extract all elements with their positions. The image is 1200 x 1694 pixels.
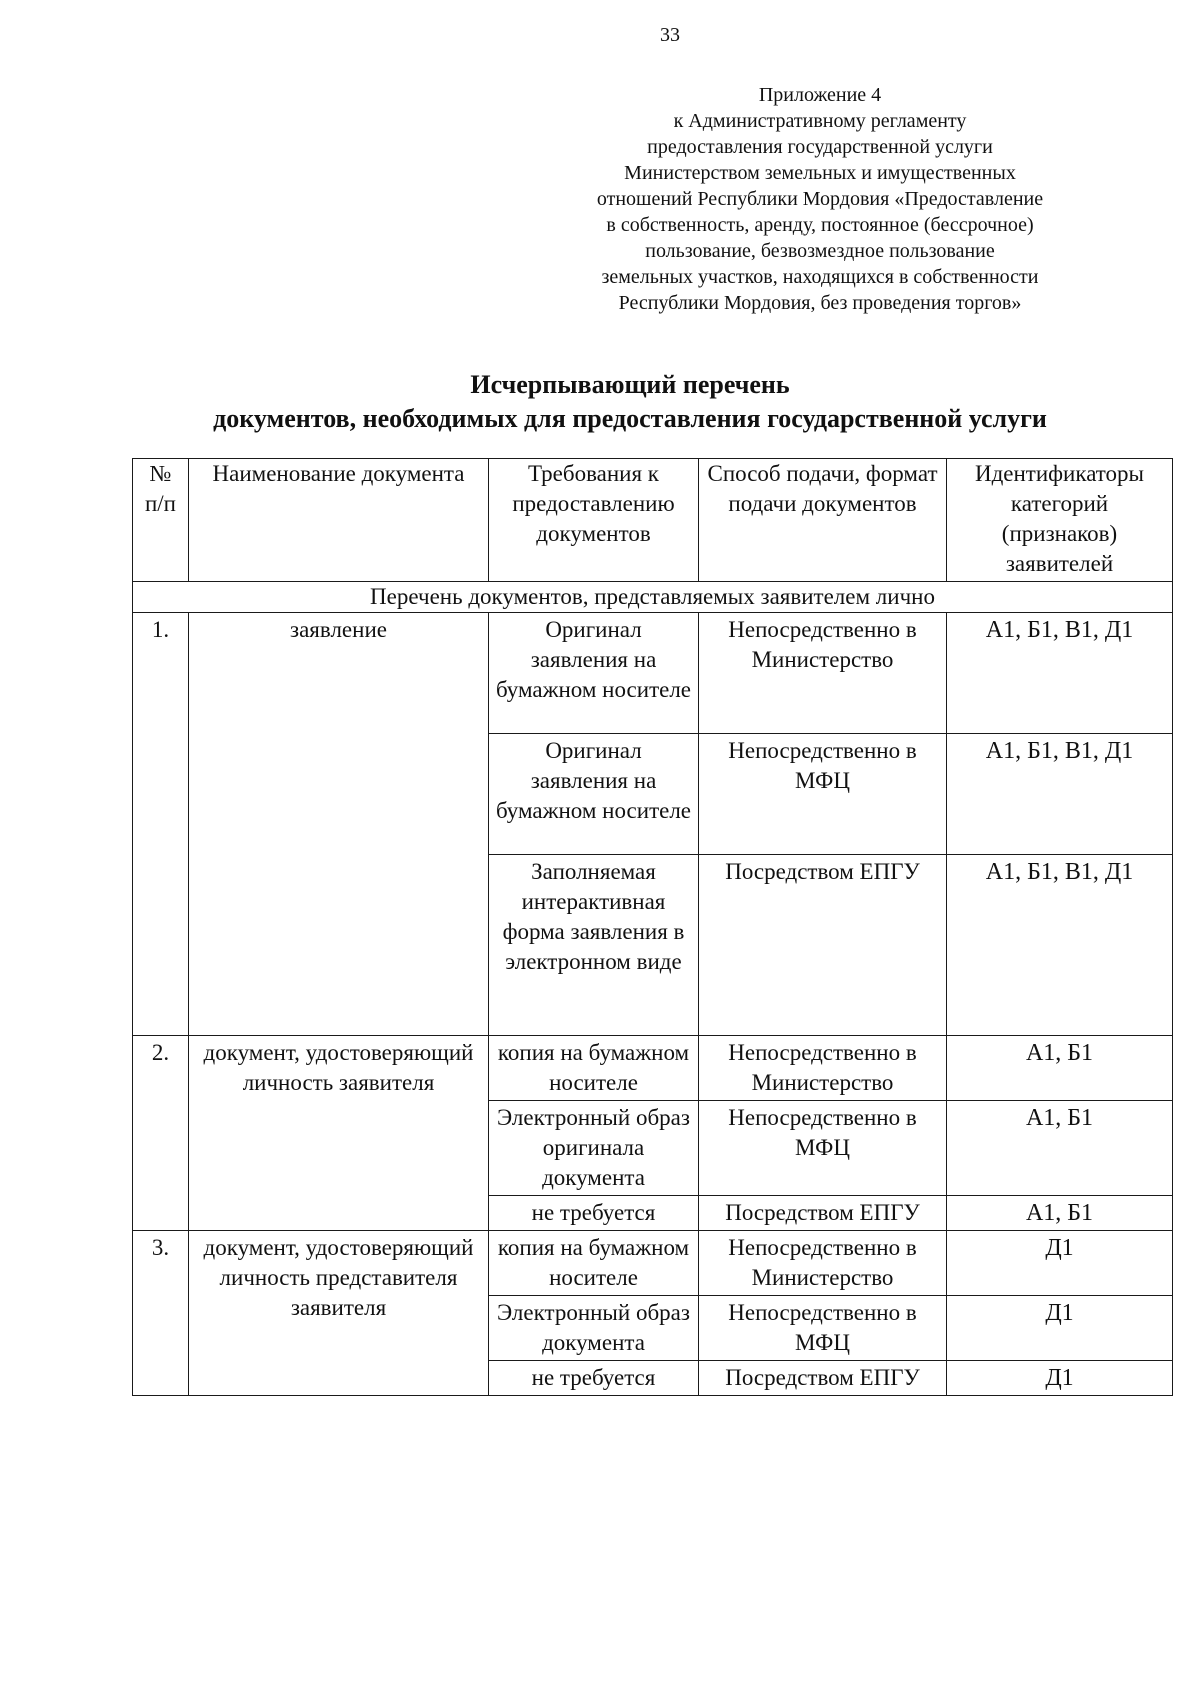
header-method: Способ подачи, формат подачи документов <box>699 459 947 582</box>
appendix-line: Республики Мордовия, без проведения торгов» <box>618 292 1022 314</box>
requirement-cell: Оригинал заявления на бумажном носителе <box>489 734 699 855</box>
header-ids: Идентификаторы категорий (признаков) заявителей <box>947 459 1173 582</box>
page-number: 33 <box>660 24 680 46</box>
appendix-line: предоставления государственной услуги <box>647 136 993 158</box>
ids-cell: А1, Б1 <box>947 1036 1173 1101</box>
requirement-cell: не требуется <box>489 1196 699 1231</box>
header-requirements: Требования к предоставлению документов <box>489 459 699 582</box>
ids-cell: А1, Б1 <box>947 1196 1173 1231</box>
method-cell: Непосредственно в Министерство <box>699 1231 947 1296</box>
method-cell: Непосредственно в Министерство <box>699 613 947 734</box>
ids-cell: Д1 <box>947 1231 1173 1296</box>
table-row <box>133 613 1173 734</box>
requirement-cell: Оригинал заявления на бумажном носителе <box>489 613 699 734</box>
requirement-cell: Заполняемая интерактивная форма заявления в электронном виде <box>489 855 699 1036</box>
method-cell: Посредством ЕПГУ <box>699 855 947 1036</box>
ids-cell: А1, Б1 <box>947 1101 1173 1196</box>
header-name: Наименование документа <box>189 459 489 582</box>
requirement-cell: Электронный образ оригинала документа <box>489 1101 699 1196</box>
appendix-line: Министерством земельных и имущественных <box>624 162 1016 184</box>
table-row <box>133 1231 1173 1296</box>
document-name: документ, удостоверяющий личность представителя заявителя <box>189 1231 489 1396</box>
title-line-2: документов, необходимых для предоставления государственной услуги <box>213 404 1047 433</box>
requirement-cell: Электронный образ документа <box>489 1296 699 1361</box>
requirement-cell: копия на бумажном носителе <box>489 1036 699 1101</box>
method-cell: Непосредственно в Министерство <box>699 1036 947 1101</box>
document-title <box>130 368 1130 436</box>
ids-cell: А1, Б1, В1, Д1 <box>947 613 1173 734</box>
requirement-cell: не требуется <box>489 1361 699 1396</box>
section-title: Перечень документов, представляемых заявителем лично <box>133 582 1173 613</box>
section-row <box>133 582 1173 613</box>
appendix-header <box>580 82 1060 316</box>
title-line-1: Исчерпывающий перечень <box>470 370 790 399</box>
method-cell: Непосредственно в МФЦ <box>699 1296 947 1361</box>
appendix-line: отношений Республики Мордовия «Предоставление <box>596 188 1044 210</box>
method-cell: Посредством ЕПГУ <box>699 1361 947 1396</box>
documents-table <box>132 458 1173 1396</box>
ids-cell: Д1 <box>947 1296 1173 1361</box>
appendix-line: земельных участков, находящихся в собственности <box>601 266 1039 288</box>
ids-cell: Д1 <box>947 1361 1173 1396</box>
document-name: документ, удостоверяющий личность заявителя <box>189 1036 489 1231</box>
appendix-line: Приложение 4 <box>758 84 882 106</box>
document-name: заявление <box>189 613 489 1036</box>
ids-cell: А1, Б1, В1, Д1 <box>947 855 1173 1036</box>
row-number: 2. <box>133 1036 189 1231</box>
table-row <box>133 1036 1173 1101</box>
method-cell: Непосредственно в МФЦ <box>699 1101 947 1196</box>
header-num: № п/п <box>133 459 189 582</box>
ids-cell: А1, Б1, В1, Д1 <box>947 734 1173 855</box>
method-cell: Непосредственно в МФЦ <box>699 734 947 855</box>
appendix-line: в собственность, аренду, постоянное (бессрочное) <box>606 214 1034 236</box>
appendix-line: пользование, безвозмездное пользование <box>645 240 995 262</box>
table-header-row <box>133 459 1173 582</box>
requirement-cell: копия на бумажном носителе <box>489 1231 699 1296</box>
appendix-line: к Административному регламенту <box>673 110 967 132</box>
row-number: 1. <box>133 613 189 1036</box>
method-cell: Посредством ЕПГУ <box>699 1196 947 1231</box>
row-number: 3. <box>133 1231 189 1396</box>
